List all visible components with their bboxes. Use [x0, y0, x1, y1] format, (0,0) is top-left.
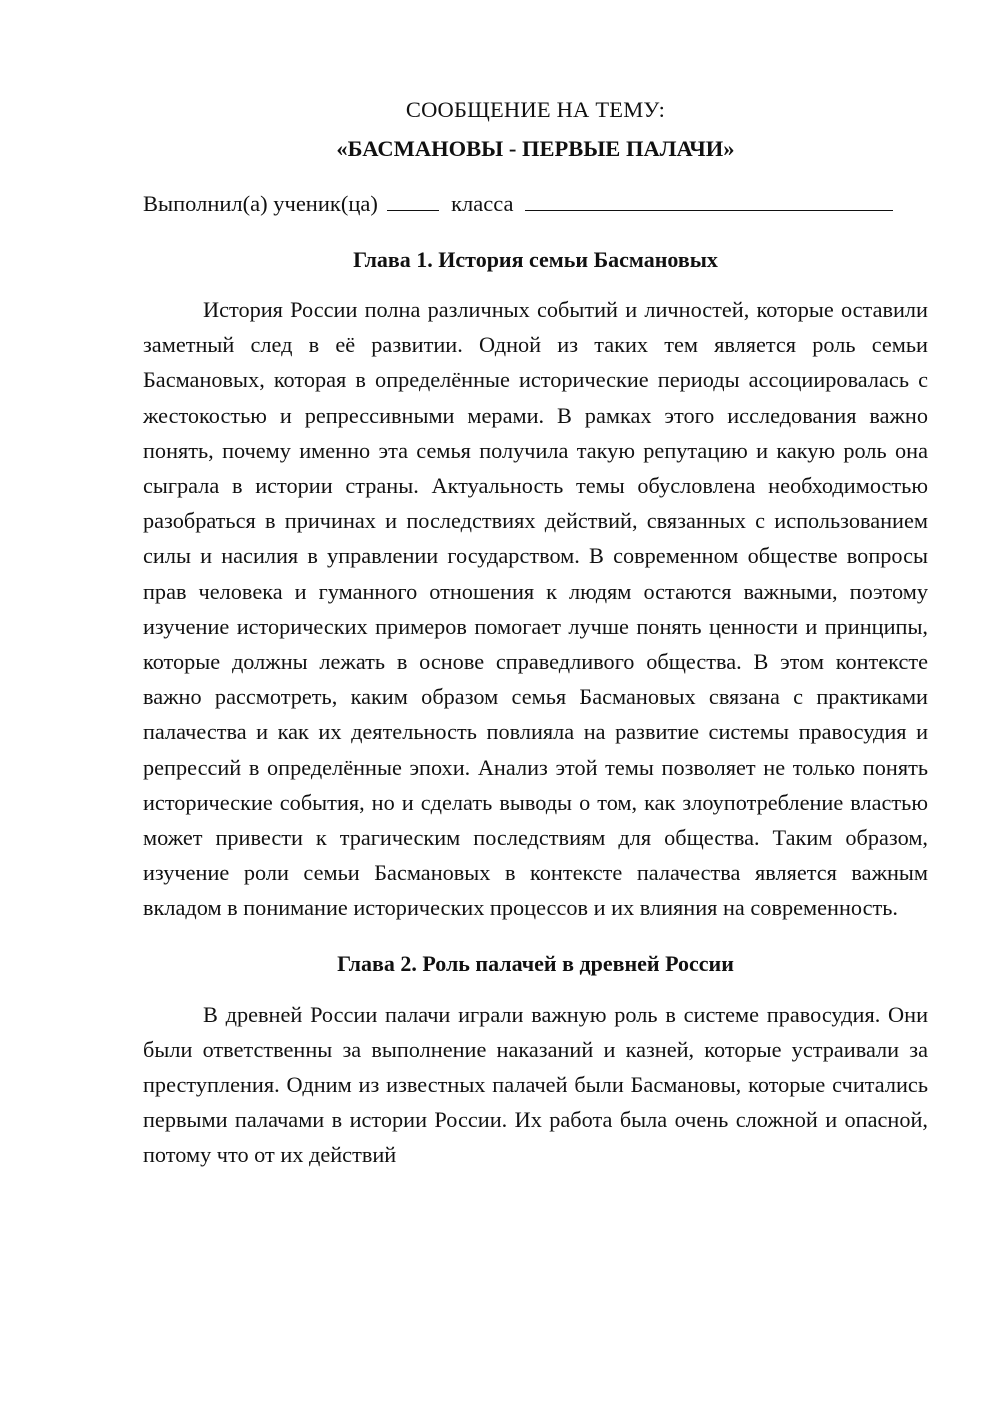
performed-by-label: Выполнил(а) ученик(ца)	[143, 191, 378, 216]
chapter-2-paragraph: В древней России палачи играли важную роль в системе правосудия. Они были ответственны за выполнение наказаний и казней, которые устраивали за преступления. Одним из известных палачей были Басмановы, которые считались первыми палачами в истории России. Их работа была очень сложной и опасной, потому что от их действий	[143, 1001, 928, 1168]
document-page	[143, 92, 928, 1173]
student-info-line	[143, 186, 928, 222]
document-title: «БАСМАНОВЫ - ПЕРВЫЕ ПАЛАЧИ»	[336, 136, 735, 161]
grade-blank-field	[387, 192, 439, 211]
chapter-2-heading: Глава 2. Роль палачей в древней России	[337, 950, 734, 976]
chapter-1-paragraph: История России полна различных событий и личностей, которые оставили заметный след в её развитии. Одной из таких тем является роль семьи Басмановых, которая в определённые исторические периоды ассоциировалась с жестокостью и репрессивными мерами. В рамках этого исследования важно понять, почему именно эта семья получила такую репутацию и какую роль она сыграла в истории страны. Актуальность темы обусловлена необходимостью разобраться в причинах и последствиях действий, связанных с использованием силы и насилия в управлении государством. В современном обществе вопросы прав человека и гуманного отношения к людям остаются важными, поэтому изучение исторических примеров помогает лучше понять ценности и принципы, которые должны лежать в основе справедливого общества. В этом контексте важно рассмотреть, каким образом семья Басмановых связана с практиками палачества и как их деятельность повлияла на развитие системы правосудия и репрессий в определённые эпохи. Анализ этой темы позволяет не только понять исторические события, но и сделать выводы о том, как злоупотребление властью может привести к трагическим последствиям для общества. Таким образом, изучение роли семьи Басмановых в контексте палачества является важным вкладом в понимание исторических процессов и их влияния на современность.	[143, 297, 928, 921]
name-blank-field	[525, 192, 893, 211]
document-subject-line: СООБЩЕНИЕ НА ТЕМУ:	[405, 97, 666, 122]
chapter-1-heading: Глава 1. История семьи Басмановых	[353, 247, 718, 272]
class-label: класса	[451, 191, 514, 216]
